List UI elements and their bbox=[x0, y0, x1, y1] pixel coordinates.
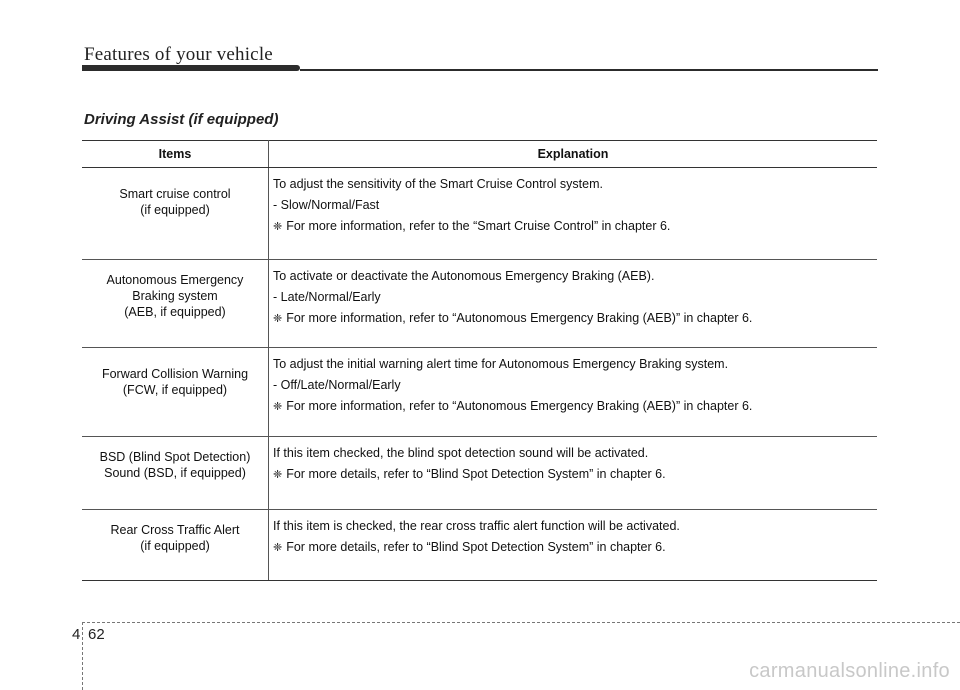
reference-note bbox=[273, 218, 873, 235]
column-header-items: Items bbox=[82, 141, 269, 168]
chapter-number: 4 bbox=[72, 626, 81, 643]
item-name-line: Smart cruise control bbox=[119, 187, 231, 201]
section-title: Driving Assist (if equipped) bbox=[84, 111, 279, 128]
table-row bbox=[82, 510, 877, 581]
explanation-line: If this item checked, the blind spot detection sound will be activated. bbox=[273, 446, 649, 460]
table-row bbox=[82, 168, 877, 260]
footer-divider bbox=[82, 622, 960, 623]
page-number: 62 bbox=[88, 626, 105, 643]
reference-text: For more information, refer to the “Smart Cruise Control” in chapter 6. bbox=[286, 219, 671, 233]
reference-text: For more information, refer to “Autonomous Emergency Braking (AEB)” in chapter 6. bbox=[286, 311, 753, 325]
item-cell bbox=[82, 348, 269, 437]
item-name-line: Autonomous Emergency bbox=[106, 273, 244, 287]
item-name-line: Rear Cross Traffic Alert bbox=[110, 523, 240, 537]
explanation-options: - Slow/Normal/Fast bbox=[273, 198, 380, 212]
item-cell bbox=[82, 260, 269, 348]
explanation-line: To adjust the initial warning alert time for Autonomous Emergency Braking system. bbox=[273, 357, 729, 371]
explanation-cell bbox=[269, 437, 878, 510]
header-rule-thick bbox=[82, 65, 300, 71]
item-cell bbox=[82, 510, 269, 581]
item-name-line: (AEB, if equipped) bbox=[124, 305, 226, 319]
table-header-row bbox=[82, 141, 877, 168]
item-cell bbox=[82, 168, 269, 260]
reference-mark-icon: ❈ bbox=[273, 542, 283, 554]
reference-note bbox=[273, 539, 873, 556]
explanation-options: - Late/Normal/Early bbox=[273, 290, 381, 304]
item-name-line: Sound (BSD, if equipped) bbox=[104, 466, 246, 480]
explanation-options: - Off/Late/Normal/Early bbox=[273, 378, 401, 392]
table-row bbox=[82, 437, 877, 510]
item-cell bbox=[82, 437, 269, 510]
item-name-line: Forward Collision Warning bbox=[101, 367, 249, 381]
explanation-line: To activate or deactivate the Autonomous Emergency Braking (AEB). bbox=[273, 269, 655, 283]
item-name-line: Braking system bbox=[132, 289, 218, 303]
explanation-line: To adjust the sensitivity of the Smart Cruise Control system. bbox=[273, 177, 603, 191]
watermark-text: carmanualsonline.info bbox=[749, 660, 950, 682]
item-name-line: (if equipped) bbox=[140, 539, 210, 553]
page-header-title: Features of your vehicle bbox=[84, 44, 273, 65]
reference-note bbox=[273, 310, 873, 327]
item-name-line: (FCW, if equipped) bbox=[122, 383, 228, 397]
reference-text: For more details, refer to “Blind Spot Detection System” in chapter 6. bbox=[286, 467, 666, 481]
explanation-cell bbox=[269, 168, 878, 260]
reference-text: For more information, refer to “Autonomous Emergency Braking (AEB)” in chapter 6. bbox=[286, 399, 753, 413]
reference-note bbox=[273, 466, 873, 483]
footer-page-divider bbox=[82, 622, 83, 690]
reference-mark-icon: ❈ bbox=[273, 401, 283, 413]
column-header-explanation: Explanation bbox=[269, 141, 878, 168]
table-row bbox=[82, 348, 877, 437]
header-rule-thin bbox=[300, 69, 878, 71]
driving-assist-table bbox=[82, 140, 877, 581]
item-name-line: BSD (Blind Spot Detection) bbox=[99, 450, 251, 464]
explanation-line: If this item is checked, the rear cross traffic alert function will be activated. bbox=[273, 519, 680, 533]
explanation-cell bbox=[269, 348, 878, 437]
reference-mark-icon: ❈ bbox=[273, 221, 283, 233]
item-name-line: (if equipped) bbox=[140, 203, 210, 217]
table-row bbox=[82, 260, 877, 348]
explanation-cell bbox=[269, 510, 878, 581]
reference-note bbox=[273, 398, 873, 415]
reference-mark-icon: ❈ bbox=[273, 313, 283, 325]
explanation-cell bbox=[269, 260, 878, 348]
reference-mark-icon: ❈ bbox=[273, 469, 283, 481]
reference-text: For more details, refer to “Blind Spot Detection System” in chapter 6. bbox=[286, 540, 666, 554]
